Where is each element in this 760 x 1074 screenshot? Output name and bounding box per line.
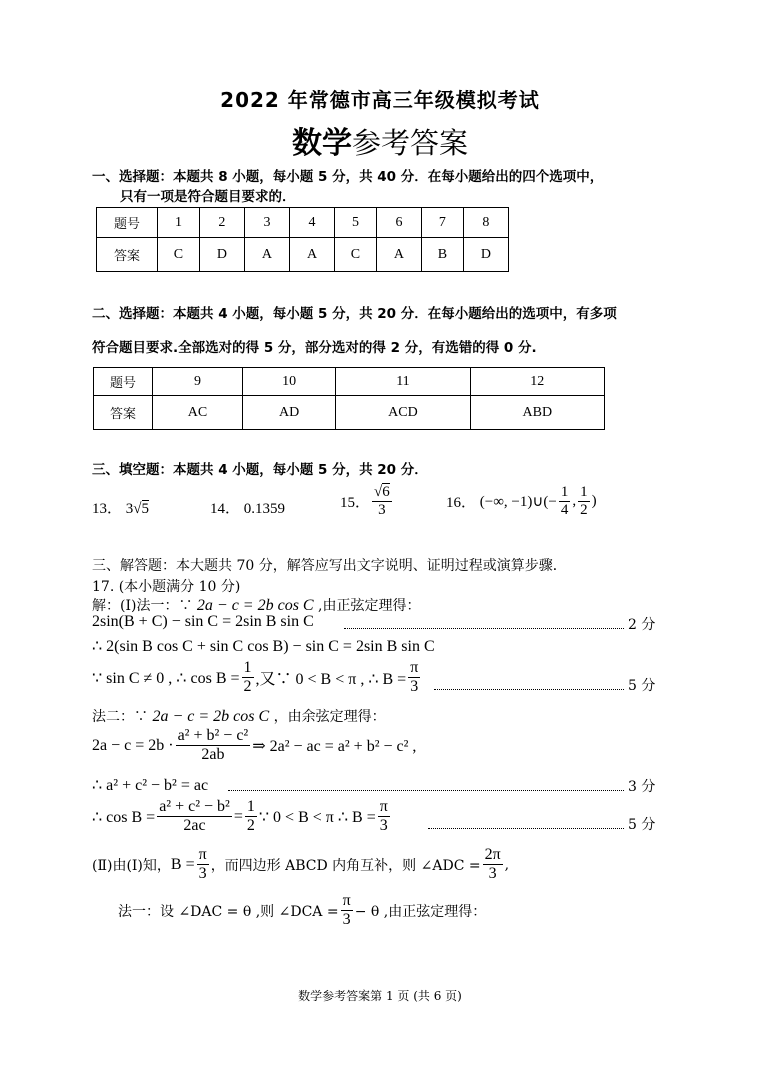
- table2-a: ACD: [336, 396, 470, 430]
- q17-heading: 17. (本小题满分 10 分): [92, 579, 241, 595]
- score-5: 5 分: [628, 678, 656, 694]
- l6-a: 2a − c = 2b ·: [92, 736, 174, 754]
- solution-line-2: 2sin(B + C) − sin C = 2sin B sin C: [92, 613, 314, 630]
- table1-a: B: [421, 238, 463, 272]
- q16-comma: ,: [572, 493, 577, 510]
- table1-a: C: [158, 238, 200, 272]
- score-5: 5 分: [628, 817, 656, 833]
- solution-line-7: ∴ a² + c² − b² = ac: [92, 777, 209, 794]
- q14-label: 14．: [210, 501, 241, 517]
- solution-line-10: [118, 892, 486, 930]
- solution-line-6: [92, 727, 416, 765]
- l4-f-num: 1: [242, 659, 254, 678]
- l4-g-num: π: [408, 659, 420, 678]
- q16-interval-1: (−∞, −1)∪(−: [479, 494, 557, 511]
- table1-q: 1: [158, 208, 200, 238]
- table1-q: 5: [335, 208, 377, 238]
- l9-f-den: 3: [198, 865, 207, 883]
- table1-q: 4: [289, 208, 334, 238]
- l4-a: ∵ sin C ≠ 0 , ∴ cos B =: [92, 669, 240, 687]
- l9-d: ,: [504, 856, 510, 873]
- table2-a: AD: [242, 396, 335, 430]
- l9-fraction-1: [197, 846, 209, 884]
- l5-prefix: 法二：∵: [92, 709, 153, 725]
- l9-g-den: 3: [488, 865, 497, 883]
- l8-eq: =: [233, 807, 243, 825]
- l8-a: ∴ cos B =: [92, 808, 156, 826]
- section1-answer-table: [96, 207, 509, 272]
- l9-g-num: 2π: [483, 846, 503, 865]
- page-title: 2022 年常德市高三年级模拟考试: [220, 88, 540, 112]
- sqrt-icon: √: [374, 484, 383, 500]
- l8-f-num: a² + c² − b²: [157, 798, 232, 817]
- l8-b: ∵ 0 < B < π ∴ B =: [258, 808, 376, 826]
- l10-f-num: π: [341, 892, 353, 911]
- answer-14: [210, 497, 285, 518]
- q15-fraction: [372, 484, 392, 520]
- q15-denominator: 3: [378, 502, 386, 519]
- l8-g-num: 1: [245, 798, 257, 817]
- table2-q: 10: [242, 368, 335, 396]
- leader-dots: [434, 689, 624, 690]
- l8-h-den: 3: [379, 817, 388, 835]
- table1-q: 6: [376, 208, 421, 238]
- score-3: 3 分: [628, 779, 656, 795]
- l9-fraction-2: [483, 846, 503, 884]
- score-2: 2 分: [628, 617, 656, 633]
- table1-a: A: [244, 238, 289, 272]
- l9-f-num: π: [197, 846, 209, 865]
- l6-f-den: 2ab: [201, 746, 225, 764]
- l8-f-den: 2ac: [183, 817, 206, 835]
- subtitle-rest: 参考答案: [351, 126, 468, 160]
- q15-radicand: 6: [382, 484, 390, 500]
- table2-question-label: 题号: [94, 368, 153, 396]
- l10-fraction: [341, 892, 353, 930]
- solution-line-8: [92, 798, 392, 836]
- table1-a: C: [335, 238, 377, 272]
- l8-g-den: 2: [246, 817, 255, 835]
- q16-f1-den: 4: [560, 502, 569, 519]
- l6-fraction: [176, 727, 251, 765]
- l9-b: B =: [170, 855, 195, 873]
- l8-fraction-1: [157, 798, 232, 836]
- l4-fraction-2: [408, 659, 420, 697]
- section2-answer-table: [93, 367, 605, 430]
- q13-radicand: 5: [141, 501, 149, 517]
- l4-b: ,又∵ 0 < B < π , ∴ B =: [255, 671, 407, 689]
- l10-f-den: 3: [342, 911, 351, 929]
- l8-h-num: π: [378, 798, 390, 817]
- answer-16: [446, 484, 597, 520]
- q16-close: ): [591, 493, 597, 510]
- table1-a: A: [289, 238, 334, 272]
- section3-heading: 三、填空题：本题共 4 小题，每小题 5 分，共 20 分．: [92, 462, 428, 478]
- sqrt-icon: √: [133, 501, 142, 517]
- section1-line1: 一、选择题：本题共 8 小题，每小题 5 分，共 40 分．在每小题给出的四个选项中，: [92, 169, 604, 185]
- l1-math: 2a − c = 2b cos C: [196, 597, 314, 614]
- l6-b: ⇒ 2a² − ac = a² + b² − c² ,: [252, 737, 417, 755]
- table1-q: 3: [244, 208, 289, 238]
- table2-q: 12: [470, 368, 604, 396]
- answer-15: [340, 484, 394, 520]
- l9-a: (Ⅱ)由(Ⅰ)知，: [92, 857, 171, 874]
- q13-coef: 3: [125, 501, 134, 517]
- q16-f2-num: 1: [578, 484, 590, 502]
- q13-label: 13．: [92, 501, 123, 517]
- table1-a: A: [376, 238, 421, 272]
- leader-dots: [428, 828, 624, 829]
- leader-dots: [228, 790, 624, 791]
- table1-a: D: [199, 238, 244, 272]
- solution-line-5: [92, 706, 386, 726]
- l8-fraction-3: [378, 798, 390, 836]
- subtitle-strong: 数学: [291, 126, 352, 161]
- table1-q: 2: [199, 208, 244, 238]
- l4-g-den: 3: [410, 678, 419, 696]
- q14-value: 0.1359: [243, 501, 286, 517]
- page-footer: 数学参考答案第 1 页 (共 6 页): [298, 989, 462, 1003]
- l9-c: ，而四边形 ABCD 内角互补，则 ∠ADC =: [210, 857, 481, 874]
- table2-a: AC: [153, 396, 243, 430]
- q15-label: 15．: [340, 495, 371, 512]
- l1-suffix: ,由正弦定理得：: [313, 598, 421, 614]
- solution-line-3: ∴ 2(sin B cos C + sin C cos B) − sin C = 2sin B sin C: [92, 638, 435, 655]
- q16-f1-num: 1: [559, 484, 571, 502]
- q16-label: 16．: [446, 495, 477, 512]
- l10-a: 法一：设 ∠DAC = θ ,则 ∠DCA =: [118, 903, 339, 920]
- section4-heading: 三、解答题：本大题共 70 分，解答应写出文字说明、证明过程或演算步骤．: [92, 558, 567, 574]
- table2-q: 11: [336, 368, 470, 396]
- table1-question-label: 题号: [97, 208, 158, 238]
- l4-fraction-1: [242, 659, 254, 697]
- l5-math: 2a − c = 2b cos C: [152, 708, 270, 725]
- l5-suffix: ，由余弦定理得：: [269, 709, 386, 725]
- solution-line-1: [92, 595, 421, 615]
- table1-answer-label: 答案: [97, 238, 158, 272]
- solution-line-4: [92, 659, 422, 697]
- table1-q: 7: [421, 208, 463, 238]
- q16-fraction-2: [578, 484, 590, 520]
- table2-q: 9: [153, 368, 243, 396]
- l6-f-num: a² + b² − c²: [176, 727, 251, 746]
- answer-13: [92, 497, 149, 518]
- section2-line2: 符合题目要求.全部选对的得 5 分，部分选对的得 2 分，有选错的得 0 分.: [92, 340, 537, 356]
- l10-b: − θ ,由正弦定理得：: [354, 903, 487, 920]
- l1-prefix: 解：(Ⅰ)法一：∵: [92, 598, 197, 614]
- solution-line-9: [92, 846, 509, 884]
- q16-fraction-1: [559, 484, 571, 520]
- page-subtitle: [0, 118, 760, 162]
- section1-line2: 只有一项是符合题目要求的．: [120, 189, 296, 205]
- l4-f-den: 2: [243, 678, 252, 696]
- table2-a: ABD: [470, 396, 604, 430]
- section2-line1: 二、选择题：本题共 4 小题，每小题 5 分，共 20 分．在每小题给出的选项中，有多项: [92, 306, 617, 322]
- l8-fraction-2: [245, 798, 257, 836]
- table1-a: D: [463, 238, 508, 272]
- table2-answer-label: 答案: [94, 396, 153, 430]
- table1-q: 8: [463, 208, 508, 238]
- leader-dots: [344, 628, 624, 629]
- q16-f2-den: 2: [580, 502, 588, 519]
